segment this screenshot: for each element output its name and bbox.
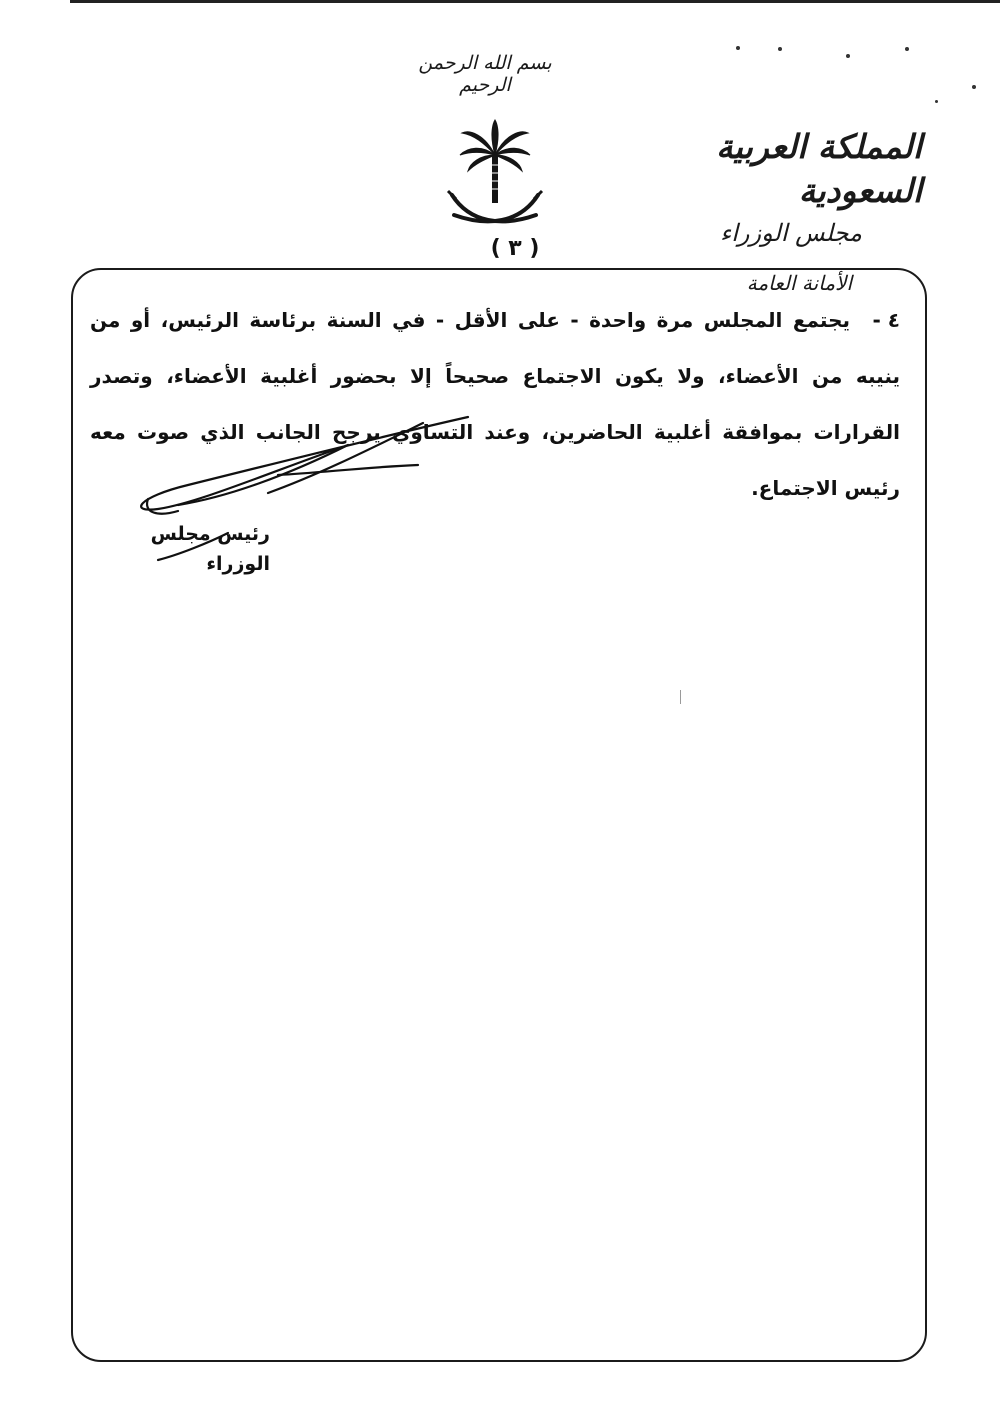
kingdom-name: المملكة العربية السعودية: [716, 127, 922, 210]
scan-speck: [935, 100, 938, 103]
saudi-palm-swords-icon: [440, 115, 550, 235]
top-rule: [70, 0, 1000, 3]
scan-speck: [736, 46, 740, 50]
council-name: مجلس الوزراء: [719, 219, 862, 247]
scan-speck: [905, 47, 909, 51]
signatory-title: رئيس مجلس الوزراء: [150, 523, 270, 575]
scan-speck: [846, 54, 850, 58]
secretariat-name: الأمانة العامة: [746, 271, 852, 295]
scan-speck: [972, 85, 976, 89]
basmala: بسم الله الرحمن الرحيم: [418, 52, 552, 96]
scan-mark: [680, 690, 681, 704]
article-number: ٤ -: [872, 308, 900, 332]
scan-speck: [778, 47, 782, 51]
page-number: ( ٣ ): [490, 236, 540, 261]
article-text: يجتمع المجلس مرة واحدة - على الأقل - في السنة برئاسة الرئيس، أو من ينيبه من الأعضاء، ولا يكون الاجتماع صحيحاً إلا بحضور أغلبية الأعضاء، وتصدر القرارات بموافقة أغلبية الحاضرين، وعند التساوي يرجح الجانب الذي صوت معه رئيس الاجتماع.: [90, 308, 900, 500]
